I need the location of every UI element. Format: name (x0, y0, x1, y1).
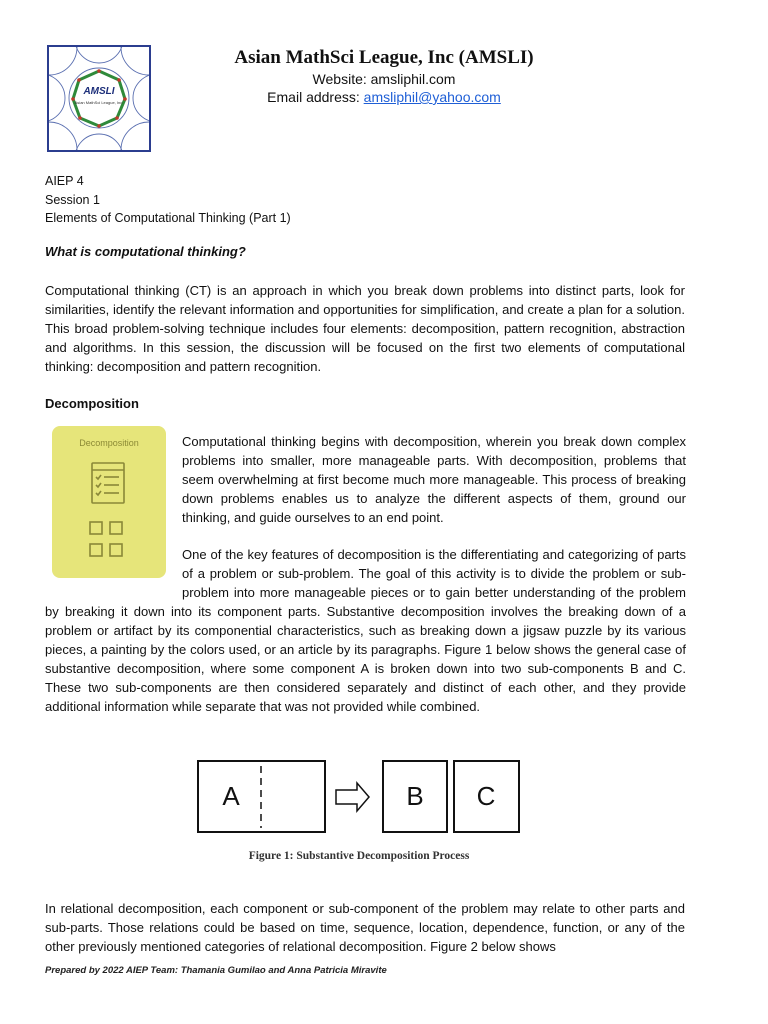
session-label: Session 1 (45, 192, 100, 207)
figure-substantive-decomposition (197, 760, 527, 843)
logo-subtext: Asian MathSci League, Inc. (74, 100, 124, 105)
session-meta (45, 172, 291, 228)
label-c: C (476, 781, 496, 811)
email-label: Email address: (267, 89, 364, 105)
decomposition-paragraph-2-text: One of the key features of decomposition is the differentiating and categorizing of parts of a problem or sub-problem. The goal of this activity is to divide the problem or sub-problem into more manageable pieces or to gain better understanding of the problem by breaking it down into its component parts. Substantive decomposition involves the breaking down of a problem or artifact by its componential characteristics, such as breaking down a jigsaw puzzle by its various pieces, a painting by the colors used, or an article by its paragraphs. Figure 1 below shows the general case of substantive decomposition, where some component A is broken down into two sub-components B and C. These two sub-components are then considered separately and distinct of each other, and they provide additional information while separate that was not provided while combined. (45, 547, 686, 714)
relational-paragraph: In relational decomposition, each component or sub-component of the problem may relate to other parts and sub-parts. Those relations could be based on time, sequence, location, dependence, function, or any of the other previously mentioned categories of relational decomposition. Figure 2 below shows (45, 901, 685, 954)
topic-label: Elements of Computational Thinking (Part 1) (45, 211, 291, 225)
figure-caption: Figure 1: Substantive Decomposition Process (248, 850, 470, 862)
course-label: AIEP 4 (45, 174, 84, 188)
ct-paragraph: Computational thinking (CT) is an approach in which you break down problems into distinct parts, look for similarities, identify the relevant information and opportunities for simplification, and create a plan for a solution. This broad problem-solving technique includes four elements: decomposition, pattern recognition, abstraction and algorithms. In this session, the discussion will be focused on the first two elements of computational thinking: decomposition and pattern recognition. (45, 283, 685, 374)
org-name: Asian MathSci League, Inc (AMSLI) (234, 47, 534, 68)
email-line (0, 89, 768, 105)
question-heading: What is computational thinking? (45, 244, 246, 259)
decomposition-paragraph-2 (45, 545, 686, 716)
label-a: A (222, 781, 240, 811)
decomposition-paragraph-1-text: Computational thinking begins with decomposition, wherein you break down complex problems into smaller, more manageable parts. With decomposition, problems that seem overwhelming at first become much more manageable. This process of breaking down problems enables us to analyze the different aspects of them, ground our thinking, and guide ourselves to an end point. (182, 434, 686, 525)
decomposition-heading: Decomposition (45, 396, 139, 411)
card-title: Decomposition (79, 438, 139, 448)
footer-credit: Prepared by 2022 AIEP Team: Thamania Gumilao and Anna Patricia Miravite (45, 965, 387, 976)
website-line: Website: amsliphil.com (312, 71, 456, 87)
email-link[interactable]: amsliphil@yahoo.com (363, 89, 501, 105)
decomposition-paragraph-1 (45, 432, 686, 552)
arrow-right-icon (336, 783, 369, 811)
label-b: B (406, 781, 424, 811)
logo-text: AMSLI (83, 86, 115, 97)
